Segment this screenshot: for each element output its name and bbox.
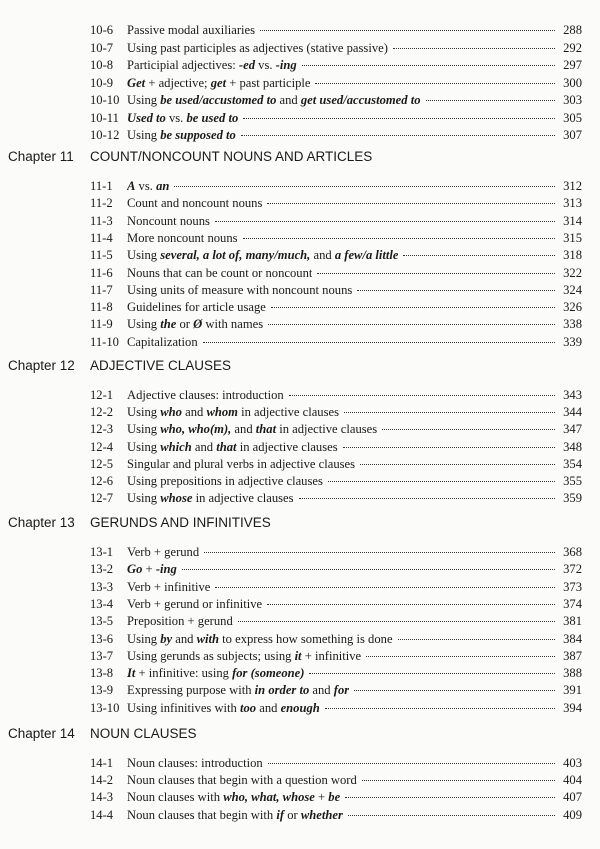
dot-leader (268, 763, 555, 764)
entry-number: 13-1 (90, 545, 114, 559)
entry-title: Using prepositions in adjective clauses (127, 474, 323, 488)
entry-title: Using who, who(m), and that in adjective clauses (127, 422, 378, 437)
entry-title: Using gerunds as subjects; using it + infinitive (127, 648, 362, 663)
entry-number: 13-4 (90, 596, 114, 611)
entry-number: 13-6 (90, 631, 114, 646)
emphasis-term: Get (127, 75, 146, 90)
toc-entry[interactable] (90, 755, 582, 772)
dot-leader (302, 65, 555, 66)
emphasis-term: who, what, whose (223, 790, 315, 805)
entry-number: 13-2 (90, 562, 114, 577)
emphasis-term: enough (280, 700, 320, 715)
entry-title: Verb + infinitive (127, 579, 211, 594)
toc-entry[interactable] (90, 665, 582, 682)
page-number: 318 (563, 248, 582, 263)
chapter-number: Chapter 12 (8, 358, 75, 373)
toc-entry[interactable] (90, 387, 582, 404)
page-number: 347 (563, 422, 582, 437)
toc-entry[interactable] (90, 682, 582, 699)
page-number: 303 (563, 93, 582, 107)
entry-title: Count and noncount nouns (127, 196, 263, 211)
dot-leader (267, 604, 555, 605)
entry-title: Preposition + gerund (127, 614, 233, 629)
page-number: 339 (563, 334, 582, 349)
dot-leader (344, 412, 555, 413)
entry-title: Passive modal auxiliaries (127, 23, 256, 37)
entry-title: Noun clauses that begin with if or whether (127, 807, 343, 822)
toc-entry[interactable] (90, 561, 582, 578)
chapter-title: ADJECTIVE CLAUSES (90, 358, 232, 373)
toc-entry[interactable] (90, 127, 582, 144)
emphasis-term: which (160, 439, 192, 454)
page-number: 326 (563, 300, 582, 315)
toc-entry[interactable] (90, 456, 582, 473)
entry-title: Verb + gerund or infinitive (127, 596, 263, 611)
page-number: 404 (563, 773, 582, 788)
toc-entry[interactable] (90, 631, 582, 648)
page-number: 315 (563, 230, 582, 245)
page-number: 312 (563, 179, 582, 193)
toc-entry[interactable] (90, 613, 582, 630)
dot-leader (393, 48, 555, 49)
entry-title: More noncount nouns (127, 230, 238, 245)
emphasis-term: who, who(m), (160, 422, 232, 437)
entry-title: Using past participles as adjectives (stative passive) (127, 40, 388, 55)
dot-leader (271, 307, 555, 308)
dot-leader (289, 395, 555, 396)
entry-title: Singular and plural verbs in adjective clauses (127, 456, 356, 471)
page-number: 305 (563, 110, 582, 125)
dot-leader (299, 498, 555, 499)
emphasis-term: whose (160, 491, 193, 506)
entry-title: A vs. an (127, 179, 170, 193)
dot-leader (238, 621, 555, 622)
chapter-heading (8, 514, 271, 532)
emphasis-term: several, a lot of, many/much, (160, 248, 311, 263)
entry-title: Using infinitives with too and enough (127, 700, 320, 715)
page-number: 344 (563, 405, 582, 420)
entry-number: 13-8 (90, 666, 114, 681)
page-number: 368 (563, 545, 582, 559)
entry-title: Using the or Ø with names (127, 317, 264, 332)
dot-leader (267, 203, 555, 204)
chapter-number: Chapter 11 (8, 149, 74, 164)
entry-title: Using units of measure with noncount nouns (127, 282, 353, 297)
entry-number: 11-1 (90, 179, 113, 193)
toc-entry[interactable] (90, 700, 582, 717)
page-number: 359 (563, 491, 582, 506)
entry-number: 12-6 (90, 474, 114, 488)
dot-leader (366, 656, 555, 657)
toc-entry[interactable] (90, 22, 582, 39)
toc-entry[interactable] (90, 75, 582, 92)
entry-title: Using who and whom in adjective clauses (127, 405, 339, 420)
entry-number: 13-9 (90, 683, 114, 698)
entry-number: 13-7 (90, 648, 114, 663)
dot-leader (241, 135, 555, 136)
page-number: 314 (563, 213, 582, 228)
emphasis-term: who (160, 405, 182, 420)
entry-title: Go + -ing (127, 562, 177, 577)
chapter-number: Chapter 13 (8, 515, 75, 530)
page-number: 338 (563, 317, 582, 332)
entry-number: 11-10 (90, 334, 119, 349)
entry-title: Used to vs. be used to (127, 110, 239, 125)
emphasis-term: for (333, 683, 350, 698)
toc-entry[interactable] (90, 230, 582, 247)
entry-number: 11-8 (90, 300, 113, 315)
toc-entry[interactable] (90, 596, 582, 613)
emphasis-term: Used to (127, 110, 166, 125)
toc-entry[interactable] (90, 299, 582, 316)
entry-number: 12-4 (90, 439, 114, 454)
entry-number: 11-3 (90, 213, 113, 228)
emphasis-term: -ing (275, 58, 297, 72)
chapter-heading (8, 725, 197, 743)
emphasis-term: an (156, 179, 170, 193)
entry-number: 14-4 (90, 807, 114, 822)
emphasis-term: by (160, 631, 173, 646)
page-number: 381 (563, 614, 582, 629)
toc-entry[interactable] (90, 490, 582, 507)
entry-title: Using several, a lot of, many/much, and a few/a little (127, 248, 399, 263)
entry-title: Noun clauses with who, what, whose + be (127, 790, 341, 805)
dot-leader (268, 324, 555, 325)
toc-entry[interactable] (90, 92, 582, 109)
chapter-heading (8, 357, 231, 375)
entry-number: 10-7 (90, 40, 114, 55)
dot-leader (243, 118, 555, 119)
emphasis-term: with (196, 631, 220, 646)
emphasis-term: a few/a little (334, 248, 399, 263)
entry-number: 14-1 (90, 756, 114, 770)
entry-number: 12-2 (90, 405, 114, 420)
entry-number: 10-12 (90, 128, 120, 142)
entry-title: It + infinitive: using for (someone) (127, 666, 305, 681)
toc-entry[interactable] (90, 178, 582, 195)
dot-leader (426, 100, 555, 101)
entry-number: 11-2 (90, 196, 113, 211)
toc-entry[interactable] (90, 772, 582, 789)
emphasis-term: -ed (238, 58, 255, 72)
entry-number: 12-5 (90, 456, 114, 471)
dot-leader (203, 342, 555, 343)
toc-entry[interactable] (90, 473, 582, 490)
toc-entry[interactable] (90, 40, 582, 57)
toc-entry[interactable] (90, 282, 582, 299)
emphasis-term: -ing (155, 562, 177, 577)
chapter-heading (8, 148, 372, 166)
page-number: 297 (563, 58, 582, 72)
entry-number: 13-3 (90, 579, 114, 594)
emphasis-term: whether (300, 807, 343, 822)
toc-entry[interactable] (90, 544, 582, 561)
page-number: 372 (563, 562, 582, 577)
page-number: 387 (563, 648, 582, 663)
emphasis-term: be used to (186, 110, 239, 125)
entry-number: 11-6 (90, 265, 113, 280)
emphasis-term: whom (206, 405, 238, 420)
page-number: 313 (563, 196, 582, 211)
emphasis-term: it (294, 648, 302, 663)
toc-entry[interactable] (90, 265, 582, 282)
entry-title: Using be supposed to (127, 128, 236, 142)
emphasis-term: for (someone) (232, 666, 305, 681)
entry-title: Expressing purpose with in order to and for (127, 683, 350, 698)
entry-number: 11-9 (90, 317, 113, 332)
emphasis-term: Go (127, 562, 143, 577)
dot-leader (398, 639, 555, 640)
entry-number: 14-3 (90, 790, 114, 805)
emphasis-term: that (216, 439, 237, 454)
entry-title: Noun clauses that begin with a question word (127, 773, 357, 788)
toc-entry[interactable] (90, 247, 582, 264)
page-number: 348 (563, 439, 582, 454)
toc-entry[interactable] (90, 213, 582, 230)
page-number: 409 (563, 807, 582, 822)
emphasis-term: get used/accustomed to (300, 93, 421, 107)
emphasis-term: that (255, 422, 277, 437)
page-number: 384 (563, 631, 582, 646)
dot-leader (315, 83, 555, 84)
dot-leader (260, 30, 555, 31)
dot-leader (343, 447, 555, 448)
entry-title: Get + adjective; get + past participle (127, 75, 311, 90)
toc-entry[interactable] (90, 579, 582, 596)
entry-number: 13-10 (90, 700, 120, 715)
dot-leader (354, 690, 555, 691)
emphasis-term: be used/accustomed to (160, 93, 277, 107)
dot-leader (325, 708, 555, 709)
dot-leader (382, 429, 555, 430)
toc-entry[interactable] (90, 110, 582, 127)
entry-number: 10-6 (90, 23, 114, 37)
entry-number: 11-7 (90, 282, 113, 297)
chapter-title: NOUN CLAUSES (90, 726, 197, 741)
entry-number: 13-5 (90, 614, 114, 629)
toc-entry[interactable] (90, 789, 582, 806)
entry-title: Verb + gerund (127, 545, 200, 559)
entry-title: Using whose in adjective clauses (127, 491, 294, 506)
entry-number: 12-3 (90, 422, 114, 437)
emphasis-term: It (127, 666, 136, 681)
entry-title: Noncount nouns (127, 213, 210, 228)
emphasis-term: Ø (193, 317, 203, 332)
entry-title: Using be used/accustomed to and get used/accustomed to (127, 93, 421, 107)
toc-entry[interactable] (90, 195, 582, 212)
page-number: 300 (563, 75, 582, 90)
entry-number: 12-1 (90, 388, 114, 402)
dot-leader (328, 481, 555, 482)
dot-leader (182, 569, 555, 570)
page-number: 391 (563, 683, 582, 698)
page-number: 373 (563, 579, 582, 594)
entry-title: Participial adjectives: -ed vs. -ing (127, 58, 297, 72)
dot-leader (204, 552, 555, 553)
toc-entry[interactable] (90, 439, 582, 456)
chapter-title: COUNT/NONCOUNT NOUNS AND ARTICLES (90, 149, 373, 164)
page-number: 374 (563, 596, 582, 611)
dot-leader (348, 815, 555, 816)
dot-leader (403, 255, 555, 256)
dot-leader (215, 221, 555, 222)
dot-leader (345, 797, 555, 798)
entry-title: Guidelines for article usage (127, 300, 266, 315)
page-number: 388 (563, 666, 582, 681)
toc-entry[interactable] (90, 648, 582, 665)
entry-title: Adjective clauses: introduction (127, 388, 284, 402)
toc-entry[interactable] (90, 404, 582, 421)
emphasis-term: be supposed to (160, 128, 236, 142)
page-number: 292 (563, 40, 582, 55)
dot-leader (357, 290, 555, 291)
page-number: 407 (563, 790, 582, 805)
entry-number: 12-7 (90, 491, 114, 506)
entry-number: 14-2 (90, 773, 114, 788)
entry-number: 10-11 (90, 110, 119, 125)
chapter-number: Chapter 14 (8, 726, 75, 741)
entry-number: 10-9 (90, 75, 114, 90)
emphasis-term: be (328, 790, 341, 805)
page-number: 288 (563, 23, 582, 37)
dot-leader (317, 273, 555, 274)
emphasis-term: in order to (254, 683, 310, 698)
toc-entry[interactable] (90, 807, 582, 824)
toc-entry[interactable] (90, 334, 582, 351)
entry-number: 10-10 (90, 93, 120, 107)
page-number: 324 (563, 282, 582, 297)
emphasis-term: too (240, 700, 257, 715)
entry-title: Using by and with to express how something is done (127, 631, 393, 646)
entry-title: Capitalization (127, 334, 198, 349)
emphasis-term: A (127, 179, 136, 193)
emphasis-term: the (160, 317, 177, 332)
entry-title: Nouns that can be count or noncount (127, 265, 313, 280)
emphasis-term: get (210, 75, 227, 90)
dot-leader (243, 238, 555, 239)
dot-leader (174, 186, 555, 187)
entry-title: Using which and that in adjective clauses (127, 439, 338, 454)
dot-leader (215, 587, 555, 588)
toc-entry[interactable] (90, 316, 582, 333)
page-number: 394 (563, 700, 582, 715)
page-number: 354 (563, 456, 582, 471)
page-number: 322 (563, 265, 582, 280)
entry-title: Noun clauses: introduction (127, 756, 263, 770)
page-number: 403 (563, 756, 582, 770)
chapter-title: GERUNDS AND INFINITIVES (90, 515, 271, 530)
entry-number: 11-4 (90, 230, 113, 245)
emphasis-term: if (276, 807, 285, 822)
page-number: 343 (563, 388, 582, 402)
page-number: 307 (563, 128, 582, 142)
dot-leader (309, 673, 555, 674)
toc-entry[interactable] (90, 421, 582, 438)
dot-leader (362, 780, 555, 781)
entry-number: 10-8 (90, 58, 114, 72)
page-number: 355 (563, 474, 582, 488)
toc-entry[interactable] (90, 57, 582, 74)
entry-number: 11-5 (90, 248, 113, 263)
dot-leader (360, 464, 555, 465)
